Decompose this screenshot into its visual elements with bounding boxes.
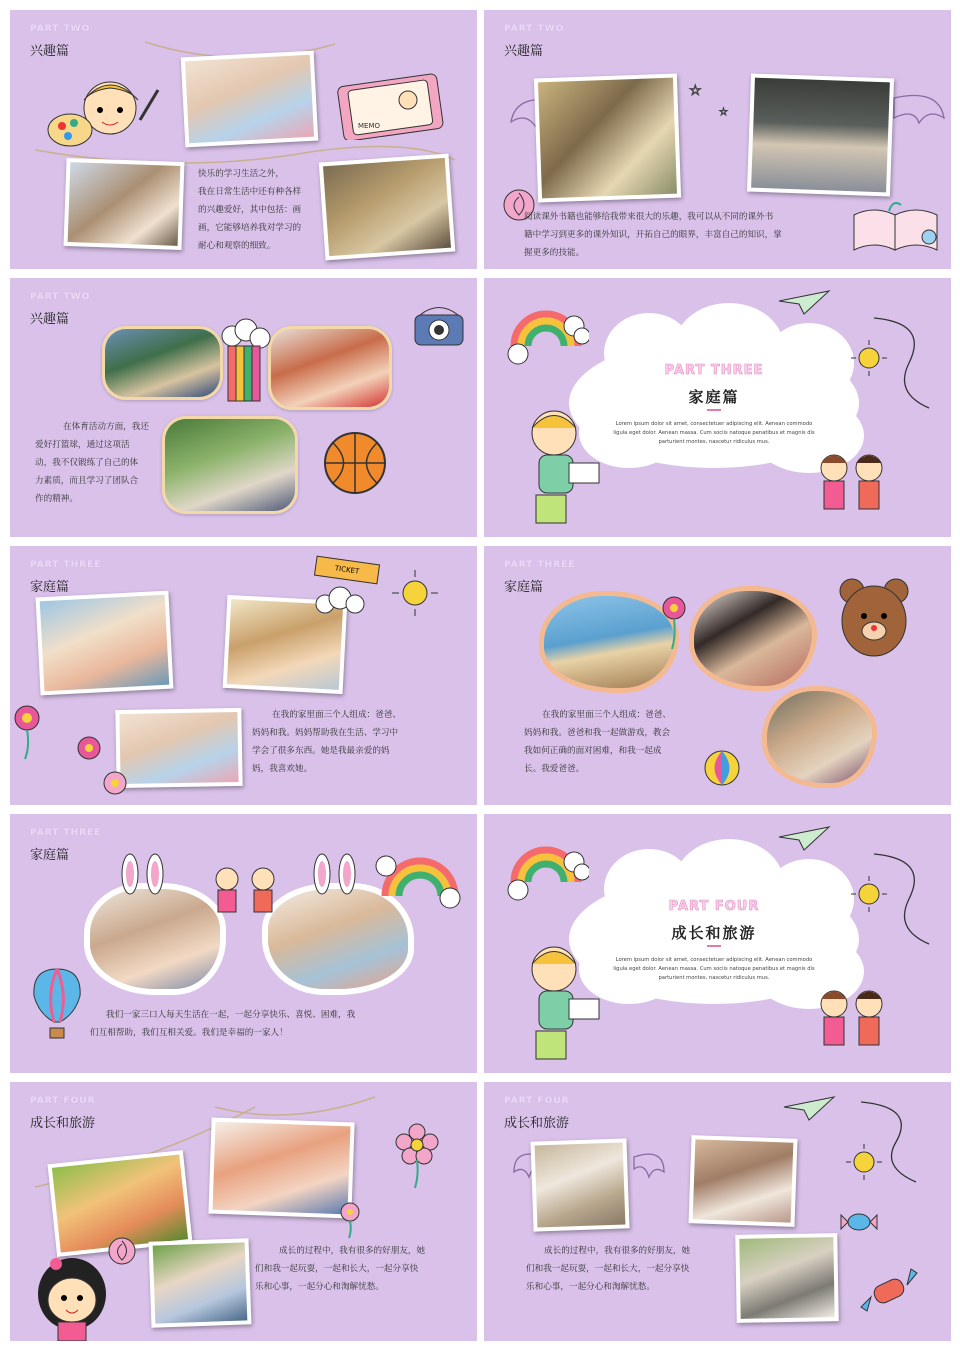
description-line: Lorem ipsum dolor sit amet, consectetuer adipiscing elit. Aenean commodo: [615, 421, 813, 427]
slide-8: [484, 814, 951, 1073]
body-line: 籍中学习到更多的课外知识，开拓自己的眼界，丰富自己的知识，掌: [524, 230, 782, 240]
description-line: ligula eget dolor. Aenean massa. Cum sociis natoque penatibus et magnis dis: [613, 966, 815, 972]
flower-icon: [335, 1200, 365, 1240]
reading-boy-icon: [514, 939, 604, 1064]
body-line: 我在日常生活中还有种各样: [198, 187, 302, 197]
slide-7: [10, 814, 477, 1073]
description-line: parturient montes, nascetur ridiculus mus.: [658, 439, 770, 445]
body-line: 动，我不仅锻练了自己的体: [35, 458, 139, 468]
section-title: 成长和旅游: [30, 1116, 96, 1131]
flower-icon: [654, 591, 694, 651]
camera-icon: [410, 300, 468, 350]
body-line: 画，它能够培养我对学习的: [198, 223, 302, 233]
photo-cat-basket: [735, 1233, 839, 1323]
part-label: PART TWO: [30, 292, 91, 302]
cover-part-label: PART THREE: [664, 363, 764, 378]
photo-boy-reading: [747, 74, 894, 197]
slide-2: [484, 10, 951, 269]
wings-icon: [629, 1147, 669, 1187]
svg-text:☆: ☆: [719, 107, 728, 118]
part-label: PART TWO: [30, 24, 91, 34]
stars-icon: [684, 80, 744, 120]
body-line: 耐心和观察的细致。: [198, 241, 276, 251]
photo-family-sitting: [90, 889, 220, 989]
body-line: 乐和心事，一起分心和淘解忧愁。: [526, 1282, 655, 1292]
cover-description: [569, 420, 859, 447]
body-line: 成长的过程中，我有很多的好朋友，她: [544, 1246, 691, 1256]
rainbow-icon: [504, 822, 589, 912]
flower-icon: [72, 731, 107, 771]
cover-title: 家庭篇: [688, 388, 740, 406]
body-text: [524, 706, 744, 778]
photo-two-girls: [149, 1238, 252, 1327]
squiggle-line-icon: [869, 849, 939, 949]
paper-plane-icon: [779, 1092, 839, 1122]
reading-boy-icon: [514, 403, 604, 528]
slide-4: [484, 278, 951, 537]
body-line: 握更多的技能。: [524, 248, 585, 258]
body-line: 妈妈和我。妈妈帮助我在生活、学习中: [252, 728, 399, 738]
part-label: PART THREE: [30, 828, 102, 838]
squiggle-line-icon: [869, 313, 939, 413]
slide-9: [10, 1082, 477, 1341]
wings-icon: [889, 88, 949, 143]
body-line: 乐和心事，一起分心和淘解忧愁。: [255, 1282, 384, 1292]
body-text: [524, 208, 854, 262]
section-title: 成长和旅游: [504, 1116, 570, 1131]
body-line: 们和我一起玩耍，一起和长大，一起分享快: [526, 1264, 690, 1274]
photo-boys-basketball: [102, 326, 223, 400]
cover-part-label: PART FOUR: [668, 899, 760, 914]
flower-icon: [98, 766, 133, 801]
divider: [707, 409, 721, 411]
part-label: PART TWO: [504, 24, 565, 34]
photo-painting-class: [181, 51, 319, 148]
photo-boy-with-dog: [534, 74, 681, 203]
part-label: PART FOUR: [504, 1096, 570, 1106]
body-text: [198, 165, 328, 255]
section-title: 家庭篇: [30, 580, 70, 595]
photo-mother-daughter-reading: [36, 591, 174, 696]
section-title: 家庭篇: [30, 848, 70, 863]
photo-girl-with-ball: [162, 416, 298, 514]
photo-girl-with-puppy: [530, 1138, 629, 1231]
body-line: 作的精神。: [35, 494, 78, 504]
rainbow-icon: [370, 826, 465, 911]
paper-plane-icon: [774, 286, 834, 316]
body-line: 长。我爱爸爸。: [524, 764, 585, 774]
part-label: PART THREE: [30, 560, 102, 570]
body-line: 在体育活动方面，我还: [63, 422, 149, 432]
kids-pair-icon: [809, 448, 894, 533]
description-line: Lorem ipsum dolor sit amet, consectetuer adipiscing elit. Aenean commodo: [615, 957, 813, 963]
body-text: [252, 706, 452, 778]
body-line: 快乐的学习生活之外，: [198, 169, 284, 179]
photo-father-daughter: [689, 586, 817, 691]
sun-icon: [844, 1142, 884, 1182]
ticket-icon: TICKET: [314, 556, 380, 585]
description-line: parturient montes, nascetur ridiculus mus.: [658, 975, 770, 981]
cartoon-girl-icon: [32, 1252, 112, 1341]
teddy-bear-icon: [834, 576, 914, 671]
slide-6: [484, 546, 951, 805]
slide-5: [10, 546, 477, 805]
body-line: 力素质，而且学习了团队合: [35, 476, 139, 486]
hot-air-balloon-icon: [30, 964, 85, 1044]
body-line: 们和我一起玩耍，一起和长大，一起分享快: [255, 1264, 419, 1274]
body-text: [35, 418, 160, 508]
body-line: 阅读课外书籍也能够给我带来很大的乐趣，我可以从不同的课外书: [524, 212, 774, 222]
bunny-ears-icon: [110, 852, 175, 897]
photo-girl-writing: [319, 154, 456, 261]
kids-pair-icon: [205, 864, 290, 924]
section-title: 兴趣篇: [30, 44, 70, 59]
photo-mother-child-study: [115, 708, 242, 788]
flower-icon: [392, 1120, 442, 1190]
body-line: 我们一家三口人每天生活在一起，一起分享快乐、喜悦、困难，我: [106, 1010, 356, 1020]
painter-girl-icon: [40, 60, 160, 155]
section-title: 兴趣篇: [504, 44, 544, 59]
svg-text:MEMO: MEMO: [358, 122, 381, 130]
body-line: 妈妈和我。爸爸和我一起做游戏，教会: [524, 728, 671, 738]
photo-boy-dribbling: [268, 326, 392, 410]
body-line: 爱好打篮球，通过这项活: [35, 440, 130, 450]
svg-text:☆: ☆: [689, 83, 702, 99]
cloud-rainbow-icon: [218, 318, 273, 408]
body-line: 我如何正确的面对困难，和我一起成: [524, 746, 662, 756]
body-line: 的兴趣爱好，其中包括：画: [198, 205, 302, 215]
flower-icon: [10, 701, 45, 761]
slide-3: [10, 278, 477, 537]
body-text: [255, 1242, 465, 1296]
description-line: ligula eget dolor. Aenean massa. Cum sociis natoque penatibus et magnis dis: [613, 430, 815, 436]
cloud-icon: [310, 586, 370, 616]
photo-kids-smiling: [208, 1118, 354, 1219]
paper-plane-icon: [774, 822, 834, 852]
divider: [707, 945, 721, 947]
rainbow-icon: [504, 286, 589, 376]
rose-icon: [105, 1234, 139, 1268]
candy-icon: [859, 1267, 919, 1317]
basketball-icon: [320, 428, 390, 498]
bunny-ears-icon: [302, 852, 367, 897]
body-line: 们互相帮助，我们互相关爱。我们是幸福的一家人！: [90, 1028, 288, 1038]
candy-icon: [839, 1207, 879, 1237]
open-book-icon: [849, 195, 944, 255]
body-line: 学会了很多东西。她是我最亲爱的妈: [252, 746, 390, 756]
photo-two-kids-walking: [688, 1135, 797, 1227]
cover-description: [569, 956, 859, 983]
body-line: 在我的家里面三个人组成：爸爸、: [272, 710, 401, 720]
body-text: [90, 1006, 420, 1042]
body-line: 妈，我喜欢她。: [252, 764, 313, 774]
sketchbook-icon: [330, 60, 460, 140]
photo-girl-drawing: [64, 158, 185, 250]
photo-father-son: [762, 686, 877, 788]
part-label: PART THREE: [504, 560, 576, 570]
sun-icon: [390, 568, 440, 618]
part-label: PART FOUR: [30, 1096, 96, 1106]
section-title: 兴趣篇: [30, 312, 70, 327]
body-text: [526, 1242, 736, 1296]
slide-1: [10, 10, 477, 269]
kids-pair-icon: [809, 984, 894, 1069]
slide-10: [484, 1082, 951, 1341]
section-title: 家庭篇: [504, 580, 544, 595]
body-line: 在我的家里面三个人组成：爸爸、: [542, 710, 671, 720]
cover-title: 成长和旅游: [671, 924, 757, 942]
body-line: 成长的过程中，我有很多的好朋友，她: [279, 1246, 426, 1256]
